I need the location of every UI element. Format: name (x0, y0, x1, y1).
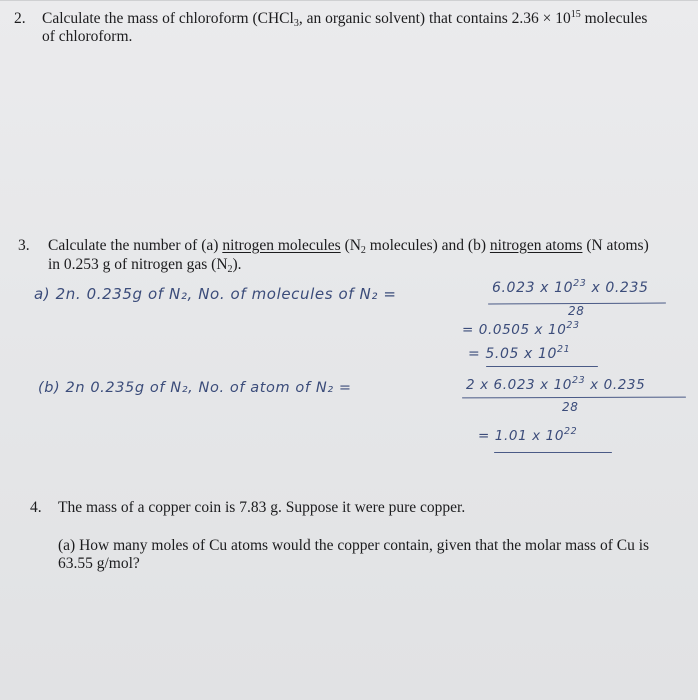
hw-a-step2-exp: 21 (556, 344, 571, 355)
hw-a-answer-underline (486, 366, 598, 367)
hw-b-result-base: = 1.01 x 10 (478, 428, 565, 444)
q3-sub-1: 2 (360, 245, 366, 256)
hw-a-step-1 (462, 322, 580, 338)
q2-sup: 15 (570, 9, 581, 20)
hw-a-label: a) 2n. 0.235g of N₂, No. of molecules of N₂ = (34, 285, 397, 303)
q2-line-1 (42, 9, 647, 29)
q3-number: 3. (18, 237, 30, 254)
hw-b-num-exp: 23 (571, 375, 586, 386)
hw-a-num-tail: x 0.235 (586, 280, 649, 296)
hw-a-step2-base: = 5.05 x 10 (468, 346, 557, 362)
hw-b-result (478, 428, 577, 444)
q2-text-b: , an organic solvent) that contains 2.36 × 10 (298, 10, 571, 27)
hw-b-num-base: 2 x 6.023 x 10 (466, 377, 572, 393)
hw-b-fraction-bar (462, 397, 686, 399)
hw-b-num-tail: x 0.235 (585, 377, 646, 393)
q2-line-2: of chloroform. (42, 28, 133, 45)
hw-a-num-base: 6.023 x 10 (492, 280, 574, 296)
q3-text-c: molecules) and (b) (365, 237, 490, 254)
hw-b-numerator (466, 377, 645, 393)
hw-b-denominator: 28 (562, 400, 579, 414)
hw-a-numerator (492, 280, 648, 296)
q3-line2-a: in 0.253 g of nitrogen gas (N (48, 256, 228, 273)
q3-line2-b: ). (232, 256, 242, 273)
q4-number: 4. (30, 499, 42, 516)
q3-underline-molecules: nitrogen molecules (222, 237, 341, 254)
q3-text-b: (N (340, 237, 361, 254)
q4-line-1: The mass of a copper coin is 7.83 g. Suppose it were pure copper. (58, 499, 466, 516)
q3-underline-atoms: nitrogen atoms (489, 237, 583, 254)
q2-text-a: Calculate the mass of chloroform (CHCl (42, 10, 294, 27)
hw-a-denominator: 28 (568, 304, 585, 318)
q3-sub-2: 2 (227, 264, 233, 275)
q3-text-d: (N atoms) (582, 237, 649, 254)
q3-text-a: Calculate the number of (a) (48, 237, 223, 254)
q4-part-a-line-1: (a) How many moles of Cu atoms would the copper contain, given that the molar mass of Cu is (58, 537, 650, 554)
q3-line-1 (48, 236, 649, 256)
hw-b-result-exp: 22 (564, 426, 578, 437)
hw-a-step1-base: = 0.0505 x 10 (462, 322, 567, 338)
hw-b-answer-underline (494, 452, 612, 453)
q2-sub: 3 (293, 18, 299, 29)
hw-a-step1-exp: 23 (566, 320, 580, 331)
hw-b-label: (b) 2n 0.235g of N₂, No. of atom of N₂ = (38, 380, 352, 396)
q4-part-a-line-2: 63.55 g/mol? (58, 555, 140, 572)
hw-a-step-2 (468, 346, 570, 362)
q2-text-c: molecules (580, 10, 648, 27)
q2-number: 2. (14, 10, 26, 27)
top-edge (0, 0, 698, 1)
hw-a-num-exp: 23 (573, 278, 587, 289)
q3-line-2 (48, 255, 242, 275)
